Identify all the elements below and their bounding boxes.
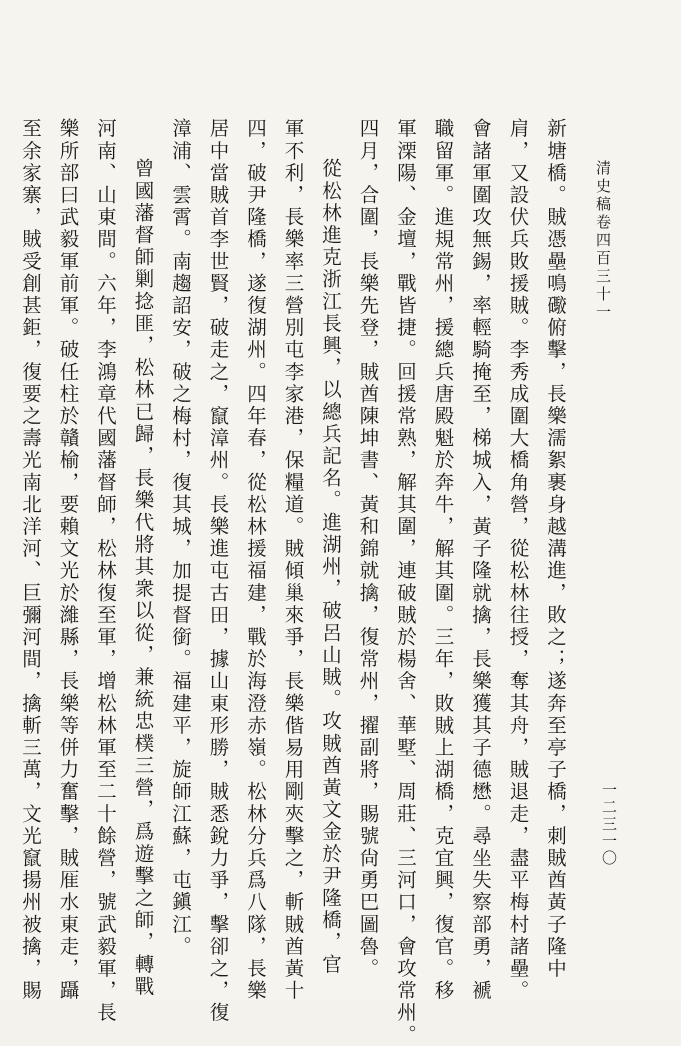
text-column: 會諸軍圍攻無錫，率輕騎掩至，梯城入，黃子隆就擒，長樂獲其子德懋。尋坐失察部勇，褫 [469, 118, 492, 1002]
text-column: 四月，合圍，長樂先登，賊酋陳坤書、黃和錦就擒，復常州，擢副將，賜號尙勇巴圖魯。 [356, 118, 380, 980]
page-number: 一二三一〇 [600, 782, 618, 867]
text-column: 曾國藩督師剿捻匪，松林已歸，長樂代將其衆以從，兼統忠樸三營，爲遊擊之師，轉戰 [131, 158, 155, 998]
text-column: 樂所部曰武毅軍前軍。破任柱於贛榆，要賴文光於濰縣，長樂等併力奮擊，賊㕍水東走，躡 [56, 118, 80, 1002]
text-column: 肩，又設伏兵敗援賊。李秀成圍大橋角營，從松林往授，奪其舟，賊退走，盡平梅村諸壘。 [506, 118, 530, 1002]
text-column: 居中當賊首李世賢，破走之，竄漳州。長樂進屯古田，據山東形勝，賊悉銳力爭，擊卻之，復 [206, 118, 230, 1025]
text-column: 從松林進克浙江長興，以總兵記名。進湖州，破呂山賊。攻賊酋黃文金於尹隆橋，官 [319, 158, 342, 976]
vertical-body-text [19, 118, 574, 1046]
text-column: 軍溧陽、金壇，戰皆捷。回援常熟，解其圍，連破賊於楊舍、華墅、周莊、三河口，會攻常州。 [394, 118, 417, 1046]
text-column: 四，破尹隆橋，遂復湖州。四年春，從松林援福建，戰於海澄赤嶺。松林分兵爲八隊，長樂 [244, 118, 267, 1002]
book-title-header: 清史稿卷四百三十一 [594, 160, 612, 322]
text-column: 河南、山東間。六年，李鴻章代國藩督師，松林復至軍，增松林軍至二十餘營，號武毅軍，長 [94, 118, 117, 1025]
text-column: 軍不利，長樂率三營別屯李家港，保糧道。賊傾巢來爭，長樂偕易用剛夾擊之，斬賊酋黃十 [281, 118, 305, 1002]
text-column: 職留軍。進規常州，援總兵唐殿魁於奔牛，解其圍。三年，敗賊上湖橋，克宜興，復官。移 [431, 118, 455, 1002]
text-column: 至余家寨，賊受創甚鉅，復要之壽光南北洋河、巨彌河間，擒斬三萬，文光竄揚州被擒，賜 [19, 118, 42, 1002]
text-column: 新塘橋。賊憑壘鳴礮俯擊，長樂濡絮裹身越溝進，敗之；遂奔至亭子橋，刺賊酋黃子隆中 [544, 118, 567, 980]
text-column: 漳浦、雲霄。南趨詔安，破之梅村，復其城，加提督銜。福建平，旋師江蘇，屯鎭江。 [169, 118, 192, 958]
